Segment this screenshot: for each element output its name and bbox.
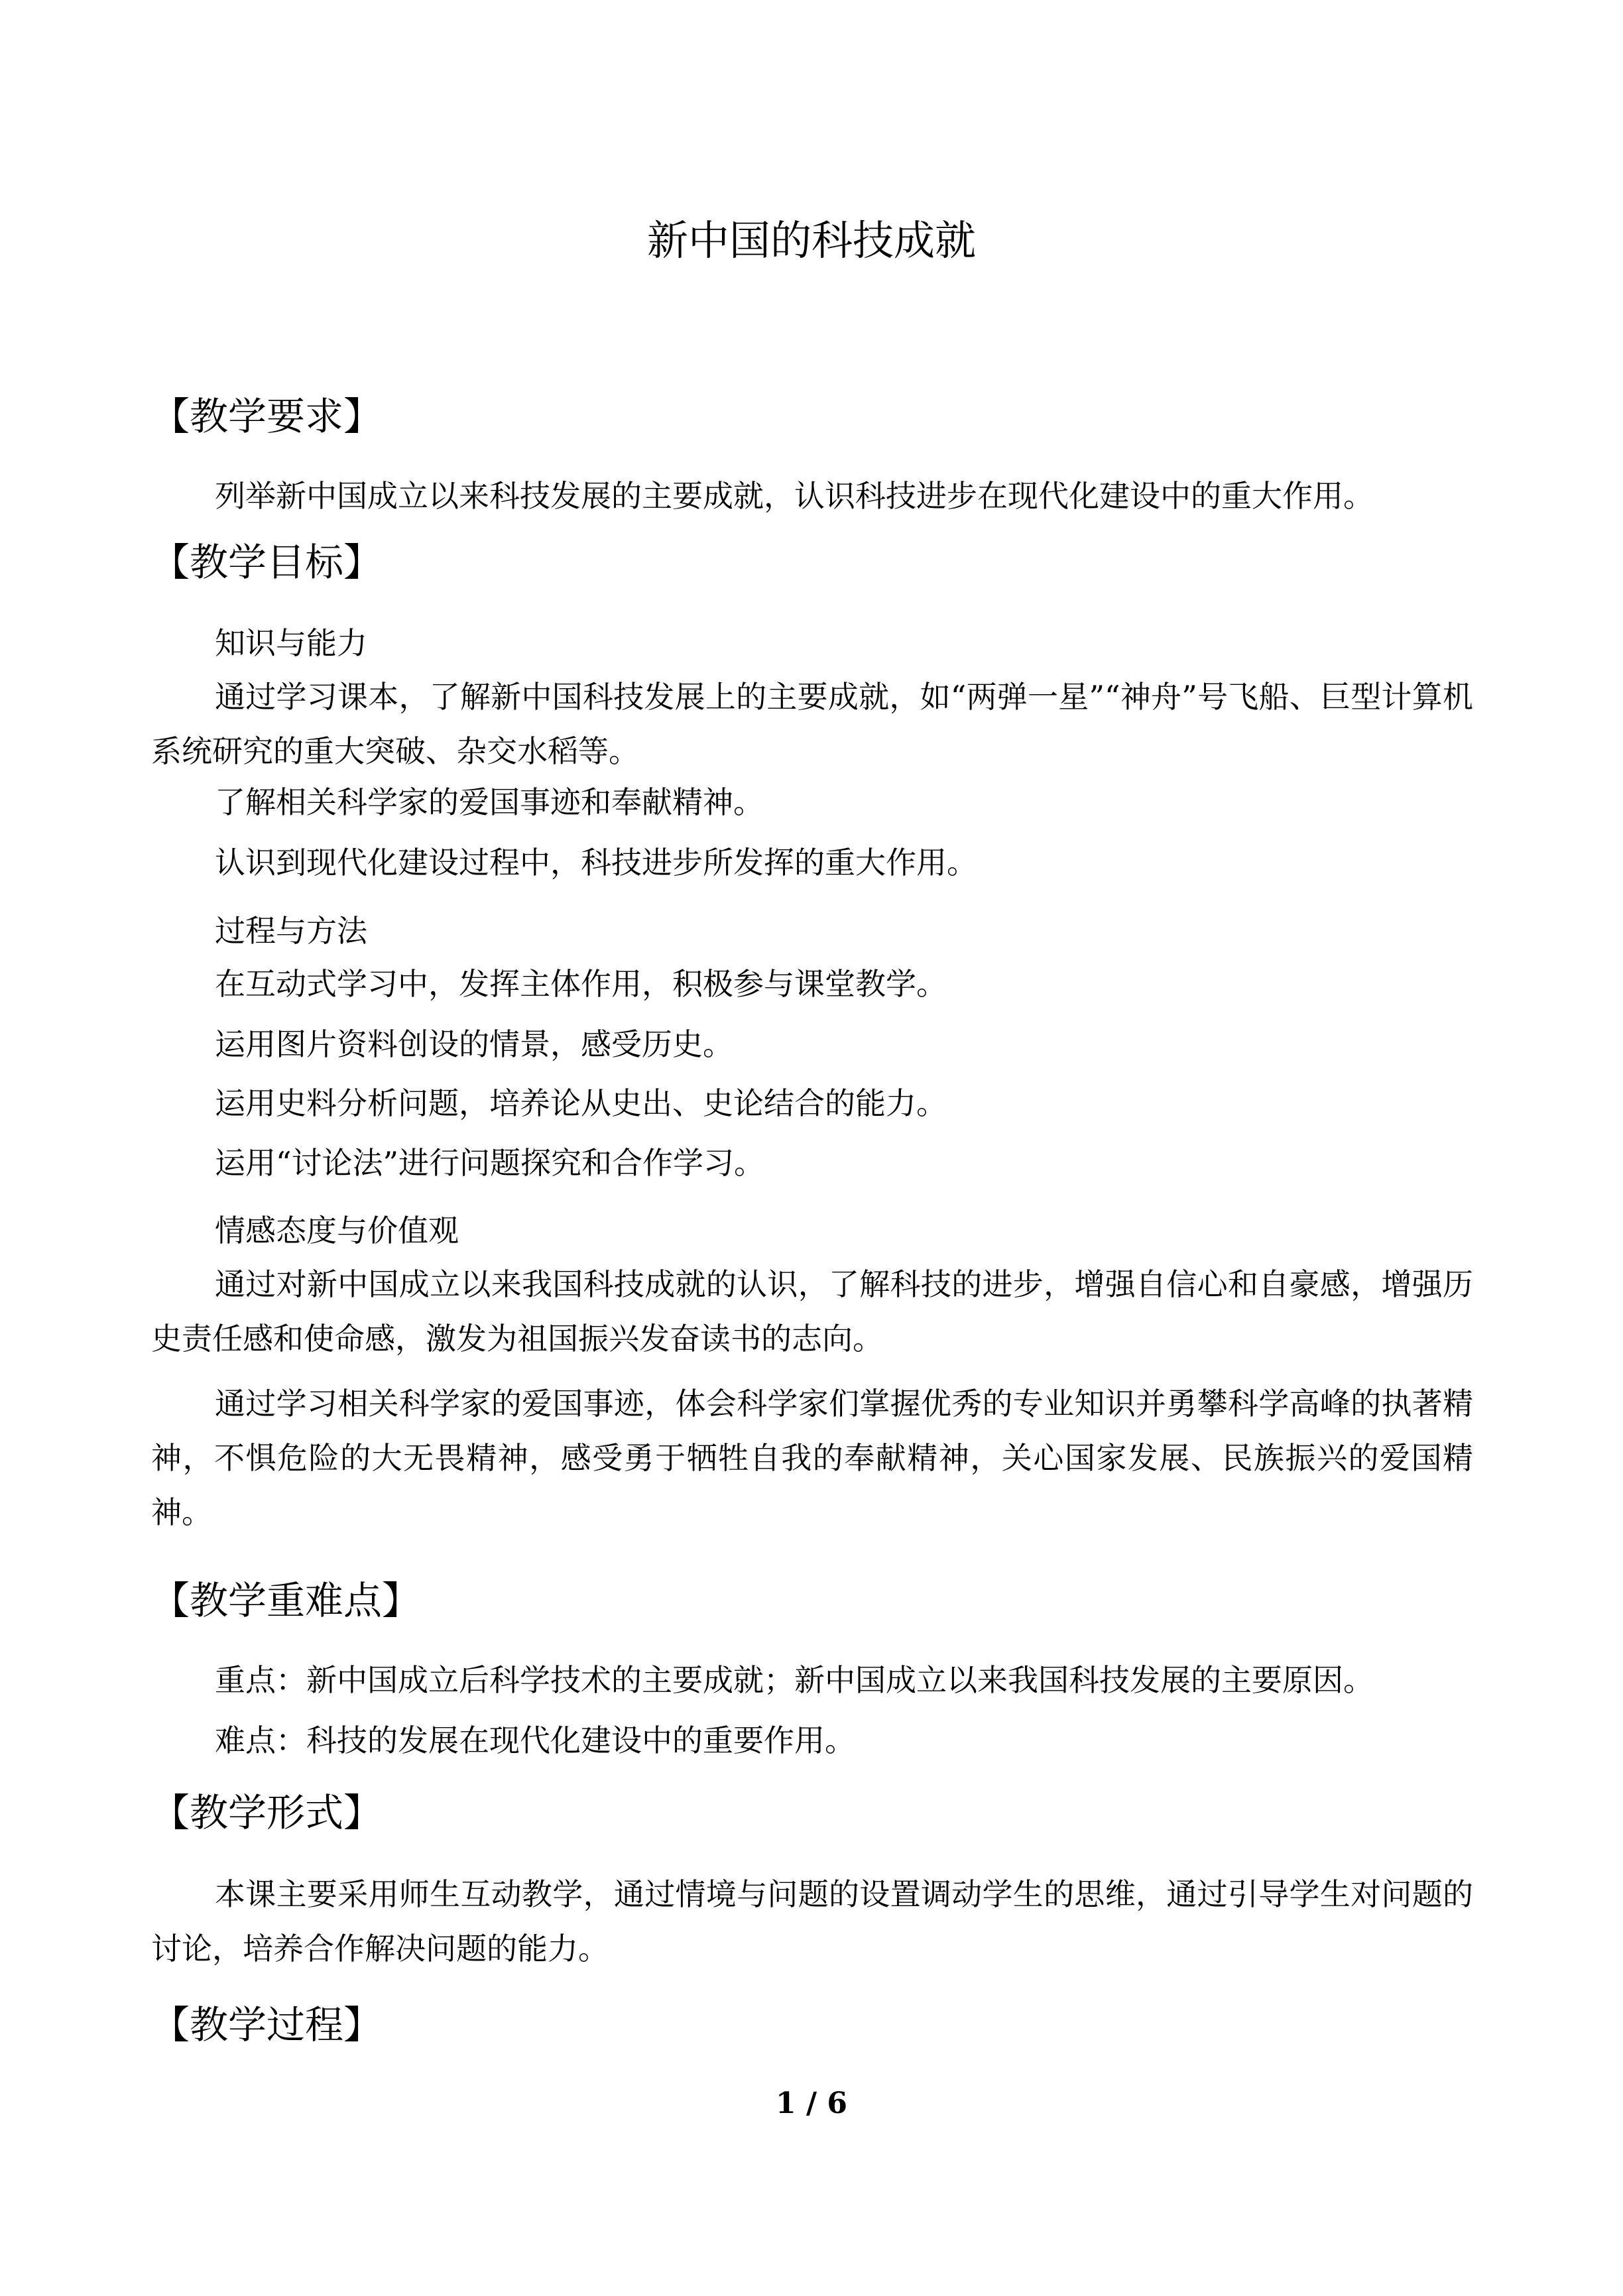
process-paragraph-1: 在互动式学习中，发挥主体作用，积极参与课堂教学。 — [215, 966, 947, 1002]
document-title: 新中国的科技成就 — [646, 216, 976, 265]
section-heading-objectives: 【教学目标】 — [151, 540, 383, 585]
process-paragraph-4: 运用“讨论法”进行问题探究和合作学习。 — [215, 1145, 765, 1181]
knowledge-paragraph-1: 通过学习课本，了解新中国科技发展上的主要成就，如“两弹一星”“神舟”号飞船、巨型计算机系统研究的重大突破、杂交水稻等。 — [151, 679, 1473, 769]
attitude-paragraph-1: 通过对新中国成立以来我国科技成就的认识，了解科技的进步，增强自信心和自豪感，增强历史责任感和使命感，激发为祖国振兴发奋读书的志向。 — [151, 1266, 1473, 1357]
knowledge-paragraph-3: 认识到现代化建设过程中，科技进步所发挥的重大作用。 — [215, 845, 977, 880]
knowledge-paragraph-2: 了解相关科学家的爱国事迹和奉献精神。 — [215, 784, 764, 820]
process-paragraph-3: 运用史料分析问题，培养论从史出、史论结合的能力。 — [215, 1085, 947, 1121]
attitude-paragraph-2: 通过学习相关科学家的爱国事迹，体会科学家们掌握优秀的专业知识并勇攀科学高峰的执著精神，不惧危险的大无畏精神，感受勇于牺牲自我的奉献精神，关心国家发展、民族振兴的爱国精神。 — [151, 1386, 1473, 1530]
form-paragraph: 本课主要采用师生互动教学，通过情境与问题的设置调动学生的思维，通过引导学生对问题的讨论，培养合作解决问题的能力。 — [151, 1876, 1473, 1966]
subsection-label-process: 过程与方法 — [215, 913, 367, 949]
subsection-label-knowledge: 知识与能力 — [215, 625, 367, 661]
page-number: 1 / 6 — [776, 2086, 847, 2120]
section-heading-requirements: 【教学要求】 — [151, 394, 383, 439]
key-point-paragraph: 重点：新中国成立后科学技术的主要成就；新中国成立以来我国科技发展的主要原因。 — [215, 1662, 1374, 1698]
process-paragraph-2: 运用图片资料创设的情景，感受历史。 — [215, 1026, 733, 1062]
section-heading-process: 【教学过程】 — [151, 2002, 383, 2047]
difficulty-paragraph: 难点：科技的发展在现代化建设中的重要作用。 — [215, 1722, 855, 1758]
section-heading-key-points: 【教学重难点】 — [151, 1578, 421, 1623]
section-heading-form: 【教学形式】 — [151, 1790, 383, 1835]
requirements-paragraph: 列举新中国成立以来科技发展的主要成就，认识科技进步在现代化建设中的重大作用。 — [215, 478, 1374, 514]
subsection-label-attitude: 情感态度与价值观 — [215, 1213, 459, 1248]
